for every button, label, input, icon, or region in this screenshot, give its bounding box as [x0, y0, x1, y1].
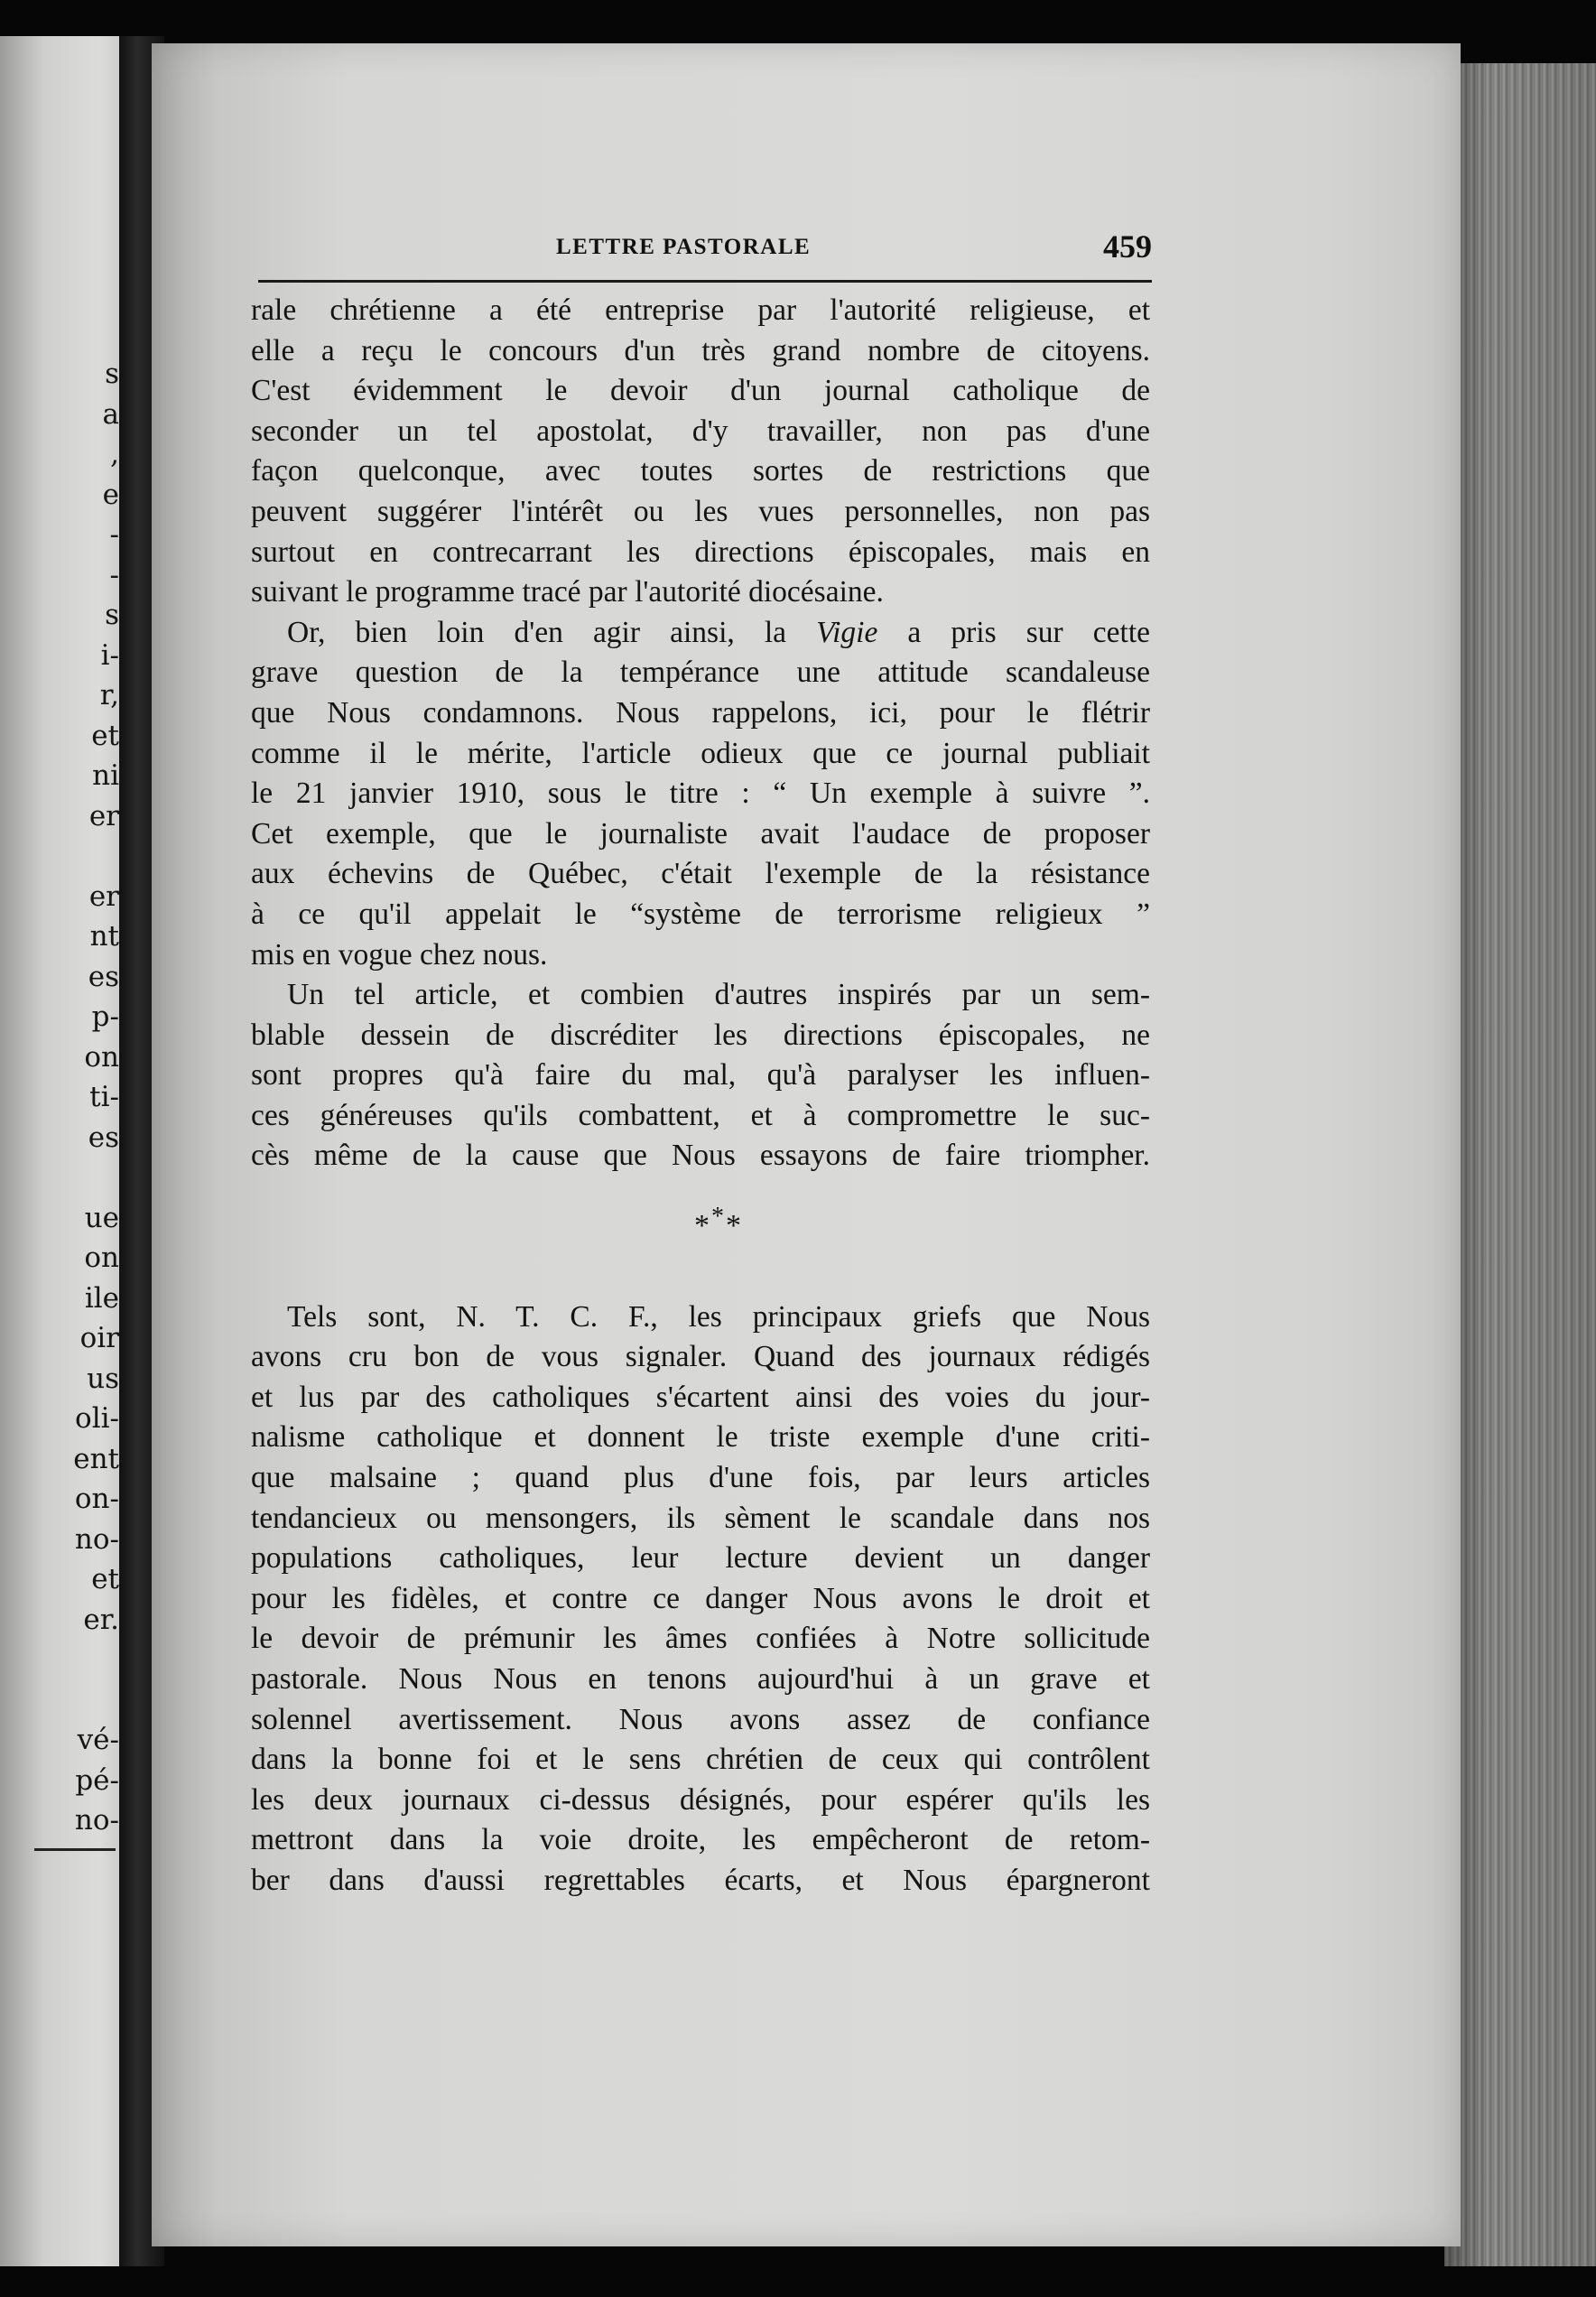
- facing-page-fragment: vé-: [77, 1724, 119, 1756]
- facing-page-fragment: es: [88, 960, 119, 993]
- p4-line: dans la bonne foi et le sens chrétien de ceux qui contrôlent: [251, 1743, 1150, 1777]
- facing-page-fragment: us: [87, 1362, 119, 1395]
- p2-line: à ce qu'il appelait le “système de terrorisme religieux ”: [251, 897, 1150, 931]
- page-number: 459: [1103, 228, 1152, 265]
- facing-page-fragment: [0, 836, 119, 877]
- facing-page-fragment: er.: [83, 1603, 119, 1636]
- facing-page-fragment: ti-: [89, 1081, 119, 1113]
- p2-line: le 21 janvier 1910, sous le titre : “ Un exemple à suivre ”.: [251, 777, 1150, 811]
- p4-line: mettront dans la voie droite, les empêcheront de retom-: [251, 1823, 1150, 1857]
- p1-line: seconder un tel apostolat, d'y travailler, non pas d'une: [251, 414, 1150, 448]
- header-rule: [258, 280, 1152, 283]
- p3-line: sont propres qu'à faire du mal, qu'à paralyser les influen-: [251, 1058, 1150, 1093]
- facing-page-fragment: er: [88, 799, 119, 832]
- p3-line: blable dessein de discréditer les directions épiscopales, ne: [251, 1018, 1150, 1052]
- p1-line: rale chrétienne a été entreprise par l'autorité religieuse, et: [251, 293, 1150, 327]
- facing-page-fragment: ue: [84, 1201, 119, 1234]
- facing-page-fragment: -: [109, 518, 119, 551]
- p4-line: le devoir de prémunir les âmes confiées à Notre sollicitude: [251, 1622, 1150, 1656]
- facing-page-rule: [34, 1848, 116, 1851]
- paragraph-3: [251, 975, 1150, 1176]
- p4-line: et lus par des catholiques s'écartent ainsi des voies du jour-: [251, 1380, 1150, 1414]
- facing-page-text-fragments: [0, 354, 119, 1841]
- facing-page-fragment: s: [105, 358, 119, 390]
- facing-page-fragment: r,: [99, 679, 119, 711]
- facing-page-fragment: p-: [91, 1000, 119, 1033]
- p2-line: comme il le mérite, l'article odieux que ce journal publiait: [251, 736, 1150, 770]
- facing-page-fragment: pé-: [75, 1763, 119, 1797]
- p1-line: façon quelconque, avec toutes sortes de restrictions que: [251, 454, 1150, 488]
- facing-page-fragment: no-: [74, 1804, 119, 1837]
- section-separator-asterism: ***: [694, 1203, 743, 1243]
- facing-page-fragment: on: [84, 1040, 119, 1074]
- page-edges-shadow: [1444, 63, 1596, 2266]
- p3-line: ces généreuses qu'ils combattent, et à compromettre le suc-: [251, 1098, 1150, 1132]
- p2-line: mis en vogue chez nous.: [251, 937, 548, 972]
- facing-page-fragment: ,: [110, 438, 119, 470]
- p2-line: grave question de la tempérance une attitude scandaleuse: [251, 656, 1150, 690]
- facing-page-fragment: e: [102, 478, 119, 511]
- facing-page-fragment: [0, 1640, 119, 1680]
- facing-page-fragment: -: [109, 558, 119, 591]
- facing-page-fragment: es: [88, 1121, 119, 1154]
- facing-page-fragment: ent: [73, 1442, 119, 1475]
- p1-line: suivant le programme tracé par l'autorité diocésaine.: [251, 575, 884, 609]
- p4-line: solennel avertissement. Nous avons assez de confiance: [251, 1702, 1150, 1736]
- facing-page-fragment: oli-: [75, 1402, 119, 1435]
- page-header: [258, 228, 1161, 269]
- facing-page-fragment: on: [84, 1241, 119, 1274]
- p4-line: avons cru bon de vous signaler. Quand des journaux rédigés: [251, 1340, 1150, 1374]
- facing-page-fragment: on-: [74, 1483, 119, 1515]
- facing-page-fragment: i-: [100, 638, 119, 672]
- separator-spacing: [251, 1257, 1150, 1297]
- p2-line: que Nous condamnons. Nous rappelons, ici, pour le flétrir: [251, 695, 1150, 730]
- facing-page-fragment: no-: [74, 1522, 119, 1556]
- facing-page-fragment: et: [91, 719, 119, 752]
- facing-page-fragment: ni: [92, 759, 119, 792]
- running-head: LETTRE PASTORALE: [556, 235, 812, 259]
- p4-line: Tels sont, N. T. C. F., les principaux griefs que Nous: [287, 1299, 1150, 1334]
- facing-page-fragment: [0, 1680, 119, 1721]
- facing-page-fragment: [0, 1158, 119, 1198]
- p1-line: peuvent suggérer l'intérêt ou les vues personnelles, non pas: [251, 494, 1150, 528]
- p1-line: C'est évidemment le devoir d'un journal catholique de: [251, 374, 1150, 408]
- p1-line: elle a reçu le concours d'un très grand nombre de citoyens.: [251, 333, 1150, 367]
- paragraph-2: [251, 613, 1150, 975]
- p4-line: pour les fidèles, et contre ce danger Nous avons le droit et: [251, 1581, 1150, 1615]
- facing-page-fragment: ile: [84, 1281, 119, 1315]
- newspaper-title-vigie: Vigie: [816, 615, 878, 649]
- facing-page-left: [0, 36, 125, 2266]
- p4-line: les deux journaux ci-dessus désignés, pour espérer qu'ils les: [251, 1782, 1150, 1817]
- body-text: [251, 291, 1150, 1902]
- p2-line: aux échevins de Québec, c'était l'exemple de la résistance: [251, 857, 1150, 891]
- facing-page-fragment: s: [105, 599, 119, 631]
- facing-page-fragment: a: [102, 397, 119, 431]
- p4-line: que malsaine ; quand plus d'une fois, par leurs articles: [251, 1461, 1150, 1495]
- p3-line: Un tel article, et combien d'autres inspirés par un sem-: [287, 978, 1150, 1012]
- paragraph-2-line-1: Or, bien loin d'en agir ainsi, la Vigie a pris sur cette: [287, 615, 1150, 649]
- p4-line: pastorale. Nous Nous en tenons aujourd'hui à un grave et: [251, 1662, 1150, 1696]
- p1-line: surtout en contrecarrant les directions épiscopales, mais en: [251, 535, 1150, 569]
- facing-page-fragment: nt: [89, 920, 119, 953]
- p4-line: ber dans d'aussi regrettables écarts, et Nous épargneront: [251, 1863, 1150, 1897]
- p4-line: tendancieux ou mensongers, ils sèment le scandale dans nos: [251, 1501, 1150, 1535]
- facing-page-fragment: et: [91, 1563, 119, 1595]
- p3-line: cès même de la cause que Nous essayons de faire triompher.: [251, 1139, 1150, 1173]
- paragraph-1: [251, 291, 1150, 613]
- p4-line: nalisme catholique et donnent le triste exemple d'une criti-: [251, 1420, 1150, 1455]
- p4-line: populations catholiques, leur lecture devient un danger: [251, 1541, 1150, 1576]
- paragraph-4: [251, 1297, 1150, 1902]
- facing-page-fragment: er: [88, 879, 119, 913]
- facing-page-fragment: oir: [79, 1322, 119, 1354]
- p2-line: Cet exemple, que le journaliste avait l'audace de proposer: [251, 816, 1150, 851]
